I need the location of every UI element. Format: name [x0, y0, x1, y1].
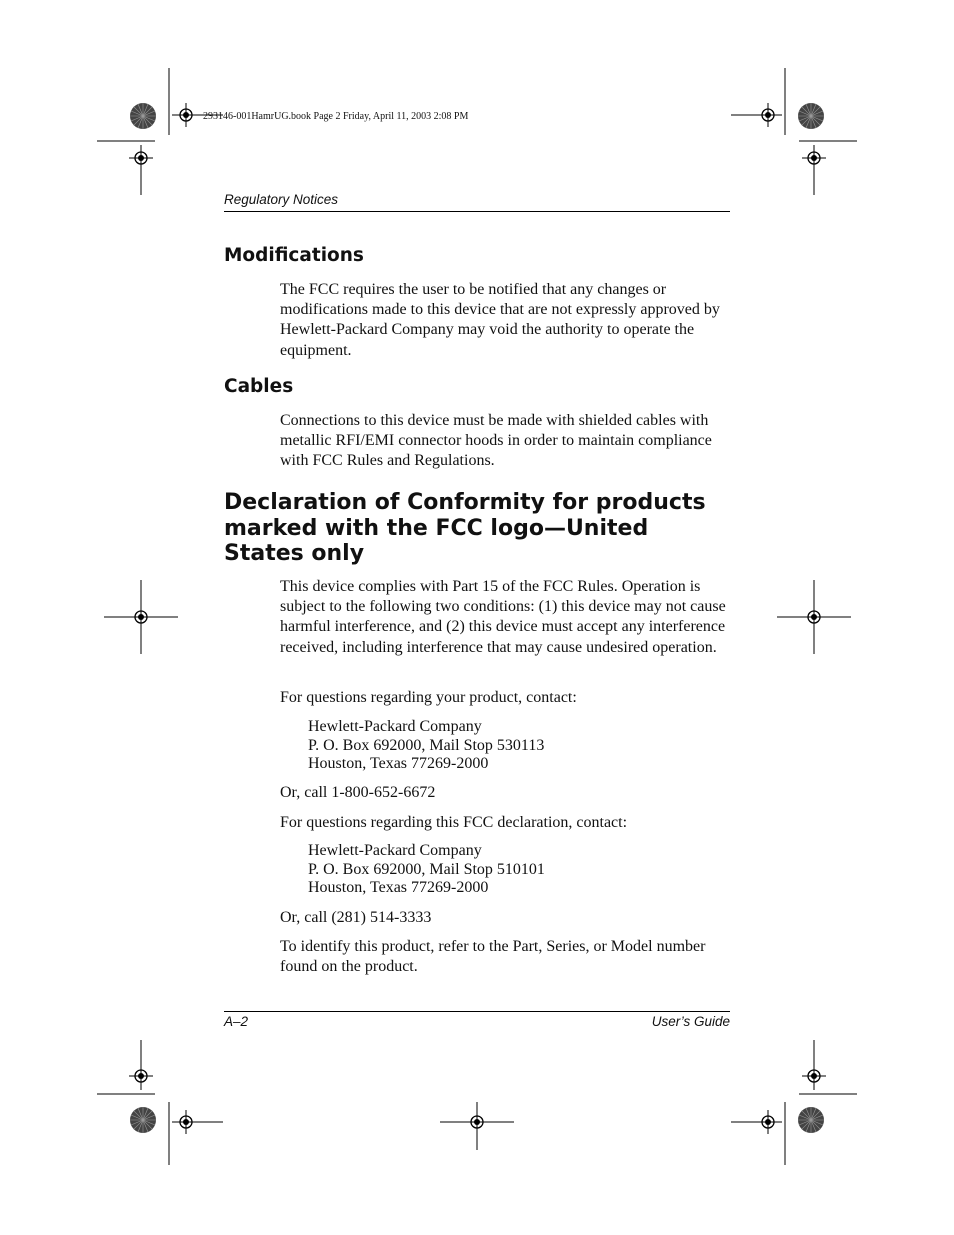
registration-target-icon — [129, 605, 153, 629]
registration-target-icon — [129, 146, 153, 170]
declaration-intro: This device complies with Part 15 of the FCC Rules. Operation is subject to the following two conditions: (1) this device may not cause harmful interference, and (2) this device must accept any interference received, including interference that may cause undesired operation. — [280, 578, 726, 656]
heading-declaration — [224, 490, 724, 567]
registration-target-icon — [802, 1064, 826, 1088]
heading-cables: Cables — [224, 376, 294, 397]
book-info-slug: 293146-001HamrUG.book Page 2 Friday, April 11, 2003 2:08 PM — [203, 111, 469, 122]
product-contact-intro: For questions regarding your product, contact: — [280, 689, 577, 706]
registration-target-icon — [756, 103, 780, 127]
heading-line: marked with the FCC logo—United — [224, 515, 649, 541]
registration-star-icon — [798, 1107, 824, 1133]
guide-title: User’s Guide — [651, 1014, 730, 1029]
identify-product-text: To identify this product, refer to the Part, Series, or Model number found on the product. — [280, 938, 706, 976]
address-line: Houston, Texas 77269-2000 — [308, 755, 489, 773]
product-phone: Or, call 1-800-652-6672 — [280, 784, 436, 801]
registration-target-icon — [802, 146, 826, 170]
fcc-contact-intro: For questions regarding this FCC declaration, contact: — [280, 814, 628, 831]
heading-line: Declaration of Conformity for products — [224, 490, 706, 515]
heading-line: States only — [224, 541, 365, 566]
address-line: P. O. Box 692000, Mail Stop 530113 — [308, 736, 545, 754]
address-line: Houston, Texas 77269-2000 — [308, 879, 489, 897]
header-rule — [224, 211, 730, 212]
heading-modifications: Modifications — [224, 245, 364, 266]
product-address — [308, 718, 544, 774]
address-line: Hewlett-Packard Company — [308, 718, 482, 735]
registration-target-icon — [465, 1110, 489, 1134]
registration-target-icon — [756, 1110, 780, 1134]
address-line: P. O. Box 692000, Mail Stop 510101 — [308, 860, 545, 878]
registration-target-icon — [129, 1064, 153, 1088]
registration-star-icon — [798, 103, 824, 129]
registration-target-icon — [802, 605, 826, 629]
running-head: Regulatory Notices — [224, 192, 339, 207]
fcc-address — [308, 842, 545, 898]
registration-star-icon — [130, 1107, 156, 1133]
page-number: A–2 — [224, 1014, 249, 1029]
modifications-body: The FCC requires the user to be notified that any changes or modifications made to this device that are not expressly approved by Hewlett-Packard Company may void the authority to operate the equipment. — [280, 281, 720, 359]
registration-target-icon — [174, 1110, 198, 1134]
registration-star-icon — [130, 103, 156, 129]
address-line: Hewlett-Packard Company — [308, 842, 482, 859]
cables-body: Connections to this device must be made with shielded cables with metallic RFI/EMI connector hoods in order to maintain compliance with FCC Rules and Regulations. — [280, 412, 712, 470]
footer-rule — [224, 1011, 730, 1012]
registration-target-icon — [174, 103, 198, 127]
fcc-phone: Or, call (281) 514-3333 — [280, 909, 432, 926]
